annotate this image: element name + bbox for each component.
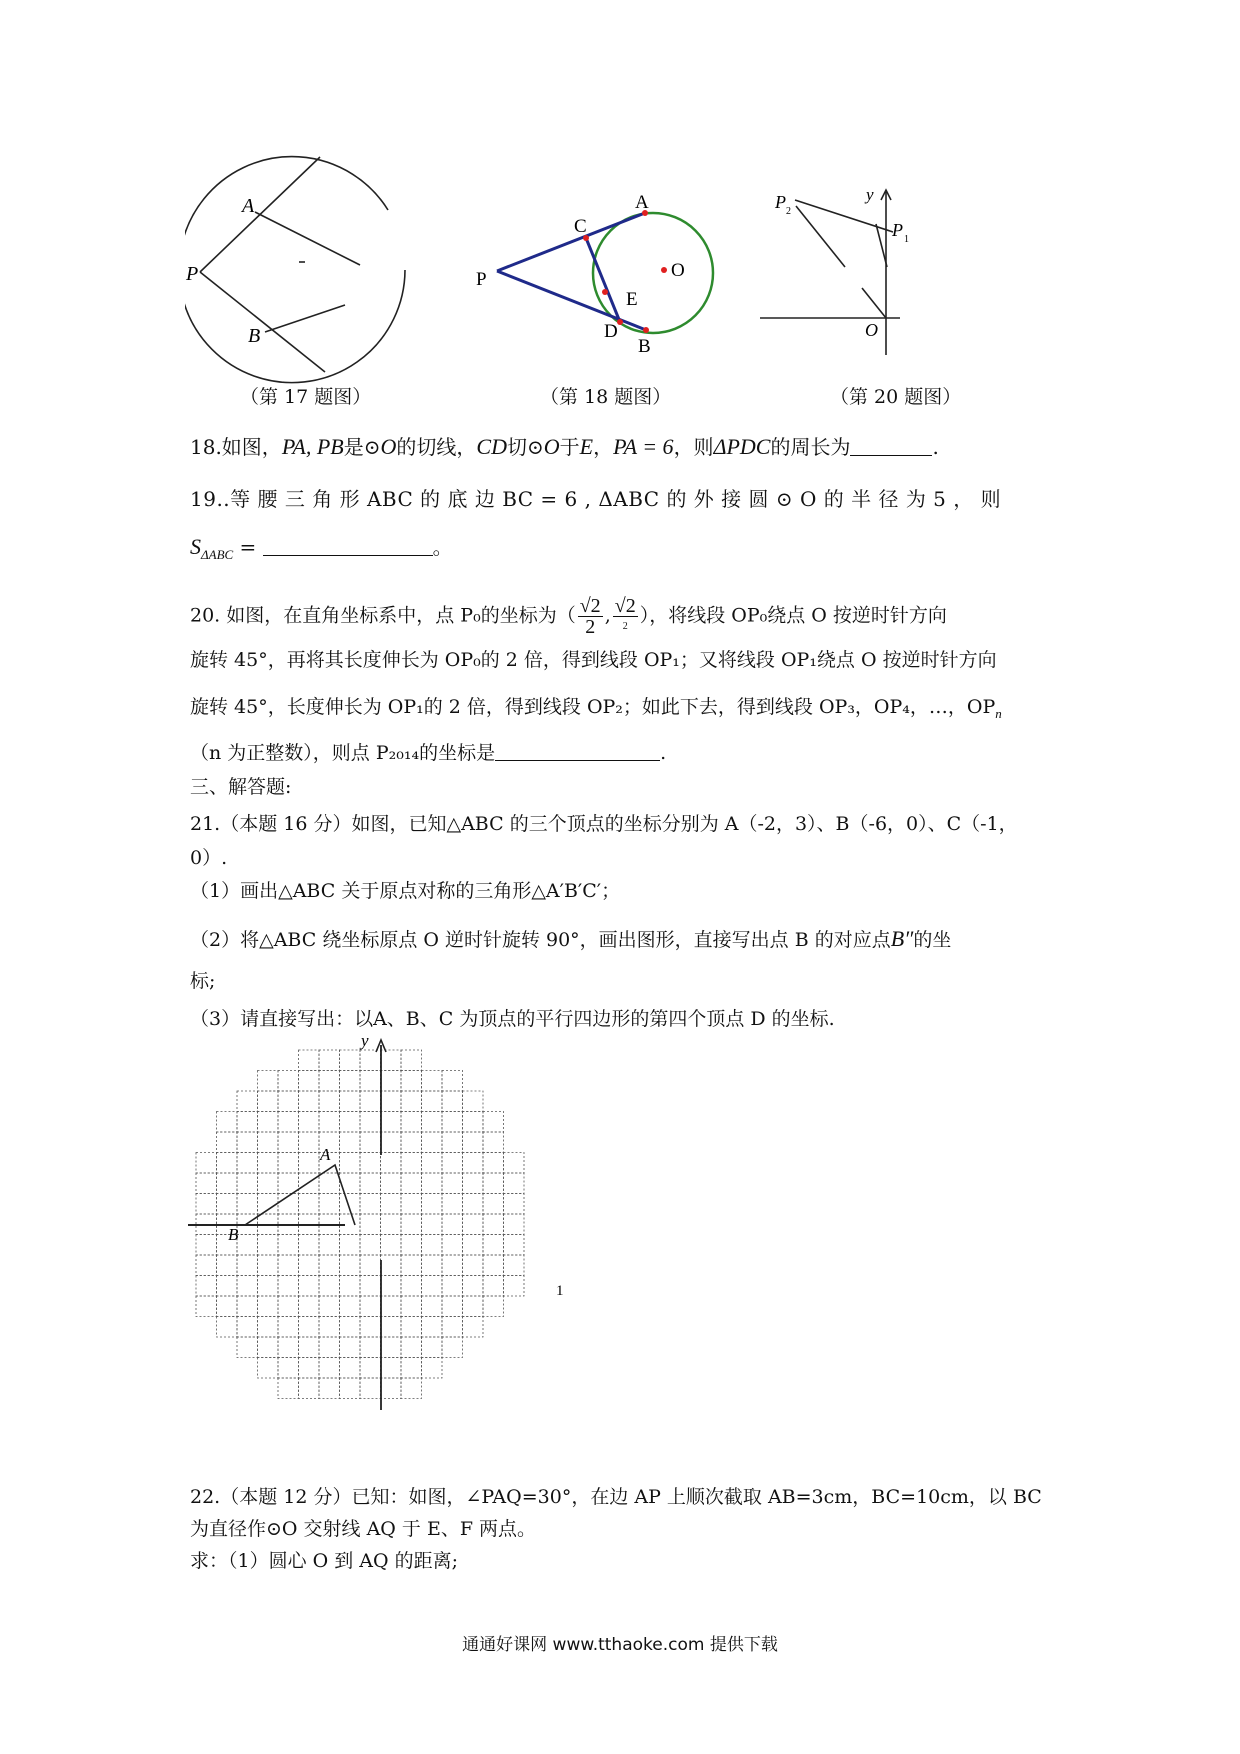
grid-cell (381, 1173, 402, 1194)
grid-cell (483, 1255, 504, 1276)
grid-cell (422, 1071, 443, 1092)
grid-cell (217, 1255, 238, 1276)
grid-cell (442, 1112, 463, 1133)
q18-math-d: O (543, 434, 560, 459)
question-20-line2: 旋转 45°，再将其长度伸长为 OP₀的 2 倍，得到线段 OP₁；又将线段 OP₁绕点 O 按逆时针方向 (190, 649, 997, 671)
q20-frac2-den: 2 (622, 621, 628, 632)
grid-cell (360, 1071, 381, 1092)
question-22-line3: 求：（1）圆心 O 到 AQ 的距离; (190, 1550, 459, 1572)
grid-cell (237, 1235, 258, 1256)
grid-cell (258, 1317, 279, 1338)
q18-math-e: E (579, 434, 594, 459)
grid-cell (258, 1255, 279, 1276)
grid-cell (340, 1071, 361, 1092)
grid-cell (237, 1173, 258, 1194)
grid-cell (442, 1235, 463, 1256)
grid-cell (360, 1214, 381, 1235)
grid-cell (299, 1050, 320, 1071)
grid-cell (237, 1337, 258, 1358)
grid-cell (258, 1194, 279, 1215)
grid-cell (217, 1153, 238, 1174)
grid-cell (340, 1276, 361, 1297)
grid-cell (401, 1194, 422, 1215)
fig18-label-C: C (574, 216, 587, 237)
grid-cell (463, 1112, 484, 1133)
grid-cell (319, 1337, 340, 1358)
grid-cell (340, 1378, 361, 1399)
grid-cell (442, 1132, 463, 1153)
grid-cell (381, 1276, 402, 1297)
q20-line4-text: （n 为正整数），则点 P₂₀₁₄的坐标是 (190, 742, 496, 764)
grid-cell (401, 1255, 422, 1276)
q18-text-d: 切⊙ (506, 435, 544, 459)
q18-text-g: ，则 (673, 435, 714, 459)
grid-cell (360, 1132, 381, 1153)
q18-text-c: 的切线， (396, 435, 477, 459)
grid-cell (463, 1153, 484, 1174)
grid-cell (340, 1296, 361, 1317)
grid-cell (278, 1296, 299, 1317)
grid-cell (463, 1235, 484, 1256)
fig20-label-y: y (866, 185, 874, 204)
grid-cell (319, 1091, 340, 1112)
grid-cell (381, 1153, 402, 1174)
grid-cell (381, 1112, 402, 1133)
question-22-line2: 为直径作⊙O 交射线 AQ 于 E、F 两点。 (190, 1518, 537, 1540)
grid-cell (319, 1276, 340, 1297)
question-21-item1: （1）画出△ABC 关于原点对称的三角形△A′B′C′； (190, 880, 621, 902)
grid-cell (299, 1153, 320, 1174)
grid-label-B: B (228, 1225, 239, 1244)
grid-cell (442, 1296, 463, 1317)
q18-text-e: 于 (559, 435, 580, 459)
q19-answer-blank[interactable] (263, 537, 433, 556)
grid-cell (422, 1214, 443, 1235)
grid-cell (381, 1132, 402, 1153)
grid-cell (360, 1173, 381, 1194)
q18-text-f: ， (593, 435, 614, 459)
grid-cell (258, 1132, 279, 1153)
grid-cell (401, 1050, 422, 1071)
grid-cell (319, 1173, 340, 1194)
fig18-label-A: A (635, 192, 649, 213)
grid-cell (422, 1132, 443, 1153)
grid-cell (422, 1358, 443, 1379)
grid-cell (483, 1153, 504, 1174)
grid-cell (340, 1132, 361, 1153)
grid-cell (442, 1153, 463, 1174)
q18-math-f: PA = 6 (613, 434, 674, 459)
grid-cell (299, 1317, 320, 1338)
grid-cell (422, 1194, 443, 1215)
grid-cell (422, 1091, 443, 1112)
question-19-line1: 19..等 腰 三 角 形 ABC 的 底 边 BC = 6 , ΔABC 的 外 接 圆 ⊙ O 的 半 径 为 5 ， 则 (190, 487, 1002, 511)
grid-cell (217, 1173, 238, 1194)
grid-cell (360, 1153, 381, 1174)
question-22-line1: 22.（本题 12 分）已知：如图，∠PAQ=30°，在边 AP 上顺次截取 AB=3cm，BC=10cm，以 BC (190, 1486, 1042, 1508)
grid-cell (381, 1378, 402, 1399)
grid-cell (237, 1255, 258, 1276)
grid-cell (360, 1112, 381, 1133)
grid-cell (340, 1112, 361, 1133)
grid-cell (360, 1337, 381, 1358)
grid-cell (258, 1235, 279, 1256)
grid-cell (258, 1091, 279, 1112)
grid-cell (278, 1071, 299, 1092)
grid-cell (340, 1317, 361, 1338)
grid-cell (442, 1091, 463, 1112)
grid-cell (340, 1255, 361, 1276)
section-3-heading: 三、解答题: (190, 776, 292, 798)
grid-cell (278, 1235, 299, 1256)
fig20-label-O: O (865, 320, 878, 340)
grid-cell (258, 1296, 279, 1317)
grid-cell (217, 1317, 238, 1338)
grid-cell (278, 1337, 299, 1358)
grid-cell (442, 1194, 463, 1215)
q18-math-c: CD (476, 434, 507, 459)
question-21-item2-cont: 标; (190, 970, 216, 992)
grid-cell (319, 1235, 340, 1256)
grid-cell (360, 1194, 381, 1215)
grid-cell (196, 1235, 217, 1256)
grid-cell (360, 1255, 381, 1276)
grid-cell (299, 1358, 320, 1379)
grid-cell (360, 1091, 381, 1112)
grid-cell (422, 1235, 443, 1256)
grid-cell (381, 1255, 402, 1276)
question-21-line2: 0）. (190, 847, 228, 869)
grid-cell (258, 1337, 279, 1358)
grid-cell (319, 1050, 340, 1071)
grid-cell (340, 1050, 361, 1071)
q21-item2-text-b: 的坐 (913, 929, 952, 951)
grid-cell (504, 1153, 525, 1174)
q21-item2-text-a: （2）将△ABC 绕坐标原点 O 逆时针旋转 90°，画出图形，直接写出点 B 的对应点 (190, 929, 891, 951)
fig20-caption: （第 20 题图） (830, 386, 962, 408)
figure-18 (470, 180, 730, 360)
grid-cell (360, 1276, 381, 1297)
grid-cell (422, 1276, 443, 1297)
page-footer: 通通好课网 www.tthaoke.com 提供下载 (462, 1635, 778, 1655)
grid-cell (360, 1358, 381, 1379)
grid-cell (422, 1296, 443, 1317)
fig18-caption: （第 18 题图） (540, 386, 672, 408)
grid-cell (237, 1091, 258, 1112)
grid-cell (483, 1194, 504, 1215)
grid-cell (196, 1194, 217, 1215)
grid-cell (483, 1296, 504, 1317)
grid-cell (483, 1276, 504, 1297)
grid-cell (319, 1112, 340, 1133)
grid-cell (237, 1194, 258, 1215)
grid-cell (299, 1071, 320, 1092)
grid-cell (483, 1173, 504, 1194)
grid-cell (299, 1276, 320, 1297)
grid-cell (483, 1214, 504, 1235)
grid-cell (442, 1276, 463, 1297)
grid-cell (381, 1235, 402, 1256)
grid-cell (237, 1317, 258, 1338)
grid-cell (319, 1255, 340, 1276)
grid-cell (340, 1091, 361, 1112)
grid-cell (401, 1091, 422, 1112)
grid-cell (319, 1378, 340, 1399)
fig20-label-P1-sub: 1 (904, 234, 909, 245)
grid-cell (196, 1153, 217, 1174)
q20-frac1-den: 2 (585, 616, 596, 638)
fig18-label-B: B (638, 336, 651, 357)
grid-cell (422, 1153, 443, 1174)
grid-label-y: y (361, 1031, 369, 1050)
question-20-line4 (190, 740, 666, 766)
grid-cell (422, 1255, 443, 1276)
grid-cell (196, 1296, 217, 1317)
grid-cell (340, 1337, 361, 1358)
grid-cell (463, 1194, 484, 1215)
grid-cell (463, 1276, 484, 1297)
grid-cell (422, 1112, 443, 1133)
figure-17 (185, 155, 435, 385)
grid-cell (340, 1358, 361, 1379)
fig20-label-P2: P (775, 192, 786, 212)
question-21-item3: （3）请直接写出：以A、B、C 为顶点的平行四边形的第四个顶点 D 的坐标. (190, 1008, 835, 1030)
question-20-line3 (190, 694, 1002, 727)
q20-text-a: 20. 如图，在直角坐标系中，点 P₀的坐标为（ (190, 604, 576, 627)
grid-cell (299, 1194, 320, 1215)
q20-answer-blank[interactable] (495, 742, 660, 761)
grid-cell (401, 1296, 422, 1317)
grid-cell (217, 1112, 238, 1133)
grid-cell (401, 1235, 422, 1256)
grid-cell (381, 1337, 402, 1358)
grid-cell (319, 1071, 340, 1092)
grid-cell (237, 1153, 258, 1174)
fig18-label-D: D (604, 321, 618, 342)
q19-tail: 。 (432, 535, 453, 559)
question-21-item2 (190, 926, 951, 953)
grid-cell (463, 1173, 484, 1194)
grid-cell (217, 1276, 238, 1297)
q20-tail: . (660, 742, 667, 764)
q18-tail: . (932, 435, 939, 459)
q18-text-b: 是⊙ (343, 435, 381, 459)
q20-line3-text: 旋转 45°，长度伸长为 OP₁的 2 倍，得到线段 OP₂；如此下去，得到线段 OP₃，OP₄，…，OP (190, 696, 996, 718)
grid-cell (258, 1112, 279, 1133)
grid-cell (340, 1173, 361, 1194)
grid-cell (463, 1214, 484, 1235)
grid-cell (278, 1091, 299, 1112)
grid-cell (319, 1358, 340, 1379)
grid-cell (278, 1132, 299, 1153)
grid-cell (299, 1337, 320, 1358)
grid-cell (442, 1214, 463, 1235)
grid-cell (442, 1255, 463, 1276)
coordinate-grid (185, 1030, 585, 1420)
grid-cell (299, 1132, 320, 1153)
grid-cell (401, 1071, 422, 1092)
grid-cell (381, 1050, 402, 1071)
grid-cell (340, 1235, 361, 1256)
grid-cell (360, 1317, 381, 1338)
grid-cell (401, 1337, 422, 1358)
grid-cell (401, 1173, 422, 1194)
grid-cell (401, 1378, 422, 1399)
fig18-label-P: P (476, 269, 487, 290)
question-18 (190, 434, 939, 460)
grid-cell (278, 1378, 299, 1399)
q18-text-a: 18.如图， (190, 435, 282, 459)
grid-cell (381, 1071, 402, 1092)
grid-cell (196, 1276, 217, 1297)
grid-cell (360, 1296, 381, 1317)
grid-cell (299, 1112, 320, 1133)
grid-cell (422, 1173, 443, 1194)
grid-cell (217, 1132, 238, 1153)
q18-math-g: ΔPDC (713, 434, 771, 459)
q20-line3-sub: n (995, 705, 1002, 721)
grid-cell (319, 1317, 340, 1338)
grid-cell (381, 1358, 402, 1379)
q21-item2-math: B″ (890, 926, 914, 951)
grid-cell (463, 1296, 484, 1317)
q19-sub: ΔABC (201, 547, 234, 562)
grid-cell (258, 1358, 279, 1379)
grid-cell (463, 1091, 484, 1112)
grid-cell (360, 1235, 381, 1256)
grid-cell (217, 1296, 238, 1317)
grid-cell (258, 1071, 279, 1092)
grid-cell (463, 1317, 484, 1338)
grid-cell (483, 1112, 504, 1133)
q18-math-a: PA, PB (281, 434, 344, 459)
fig17-label-P: P (186, 263, 199, 285)
grid-cell (483, 1132, 504, 1153)
grid-cell (401, 1153, 422, 1174)
fig17-caption: （第 17 题图） (240, 386, 372, 408)
grid-cell (401, 1112, 422, 1133)
question-19-line2 (190, 534, 453, 568)
grid-cell (442, 1337, 463, 1358)
grid-cell (237, 1296, 258, 1317)
q20-frac-1 (578, 596, 603, 637)
grid-label-A: A (320, 1145, 331, 1164)
fig17-label-B: B (248, 325, 261, 347)
grid-cell (442, 1173, 463, 1194)
grid-cell (237, 1112, 258, 1133)
fig18-label-E: E (626, 289, 638, 310)
grid-cell (196, 1173, 217, 1194)
grid-cell (217, 1194, 238, 1215)
fig18-label-O: O (671, 260, 685, 281)
grid-cell (381, 1194, 402, 1215)
grid-cell (381, 1214, 402, 1235)
fig20-label-P1: P (892, 220, 903, 240)
q19-s: S (190, 534, 201, 559)
grid-cell (442, 1071, 463, 1092)
grid-cell (196, 1255, 217, 1276)
grid-cell (504, 1173, 525, 1194)
q18-answer-blank[interactable] (850, 437, 932, 456)
grid-cell (237, 1132, 258, 1153)
grid-cell (360, 1378, 381, 1399)
grid-cell (319, 1194, 340, 1215)
grid-cell (299, 1378, 320, 1399)
grid-cell (504, 1194, 525, 1215)
q20-frac2-num: √2 (614, 595, 636, 617)
grid-cell (504, 1214, 525, 1235)
grid-cell (319, 1296, 340, 1317)
figure-20 (760, 180, 990, 360)
q20-frac1-num: √2 (579, 595, 601, 617)
grid-cell (278, 1317, 299, 1338)
q18-text-h: 的周长为 (770, 435, 851, 459)
grid-cell (299, 1255, 320, 1276)
grid-cell (340, 1153, 361, 1174)
grid-cell (504, 1235, 525, 1256)
grid-cell (258, 1173, 279, 1194)
grid-cell (381, 1317, 402, 1338)
grid-cell (278, 1112, 299, 1133)
grid-cell (401, 1276, 422, 1297)
grid-cell (278, 1153, 299, 1174)
grid-cell (504, 1276, 525, 1297)
grid-cell (381, 1091, 402, 1112)
grid-cell (299, 1091, 320, 1112)
grid-cell (258, 1276, 279, 1297)
grid-cell (483, 1235, 504, 1256)
q18-math-b: O (380, 434, 397, 459)
grid-cell (258, 1153, 279, 1174)
q19-eq: = (233, 535, 263, 559)
grid-cell (381, 1296, 402, 1317)
question-21-line1: 21.（本题 16 分）如图，已知△ABC 的三个顶点的坐标分别为 A（-2，3）、B（-6，0）、C（-1， (190, 813, 1018, 835)
fig20-label-P2-sub: 2 (786, 206, 791, 217)
fig17-label-A: A (242, 195, 255, 217)
grid-cell (463, 1255, 484, 1276)
q20-text-b: ），将线段 OP₀绕点 O 按逆时针方向 (639, 604, 947, 627)
grid-cell (237, 1276, 258, 1297)
grid-cell (299, 1296, 320, 1317)
grid-cell (463, 1132, 484, 1153)
grid-cell (401, 1132, 422, 1153)
grid-cell (401, 1358, 422, 1379)
grid-cell (278, 1276, 299, 1297)
grid-cell (299, 1235, 320, 1256)
grid-cell (422, 1317, 443, 1338)
grid-cell (442, 1317, 463, 1338)
grid-cell (278, 1358, 299, 1379)
grid-cell (504, 1255, 525, 1276)
question-20-line1: 20. 如图，在直角坐标系中，点 P₀的坐标为（ $\frac{√2}{2}$ , $\frac{√2}{2}$ ），将线段 OP₀绕点 O 按逆时针方向 (190, 595, 947, 638)
grid-cell (422, 1337, 443, 1358)
grid-label-one: 1 (556, 1283, 564, 1299)
grid-cell (401, 1317, 422, 1338)
grid-cell (401, 1214, 422, 1235)
grid-cell (360, 1050, 381, 1071)
grid-cell (278, 1255, 299, 1276)
q20-frac-2 (613, 596, 638, 637)
